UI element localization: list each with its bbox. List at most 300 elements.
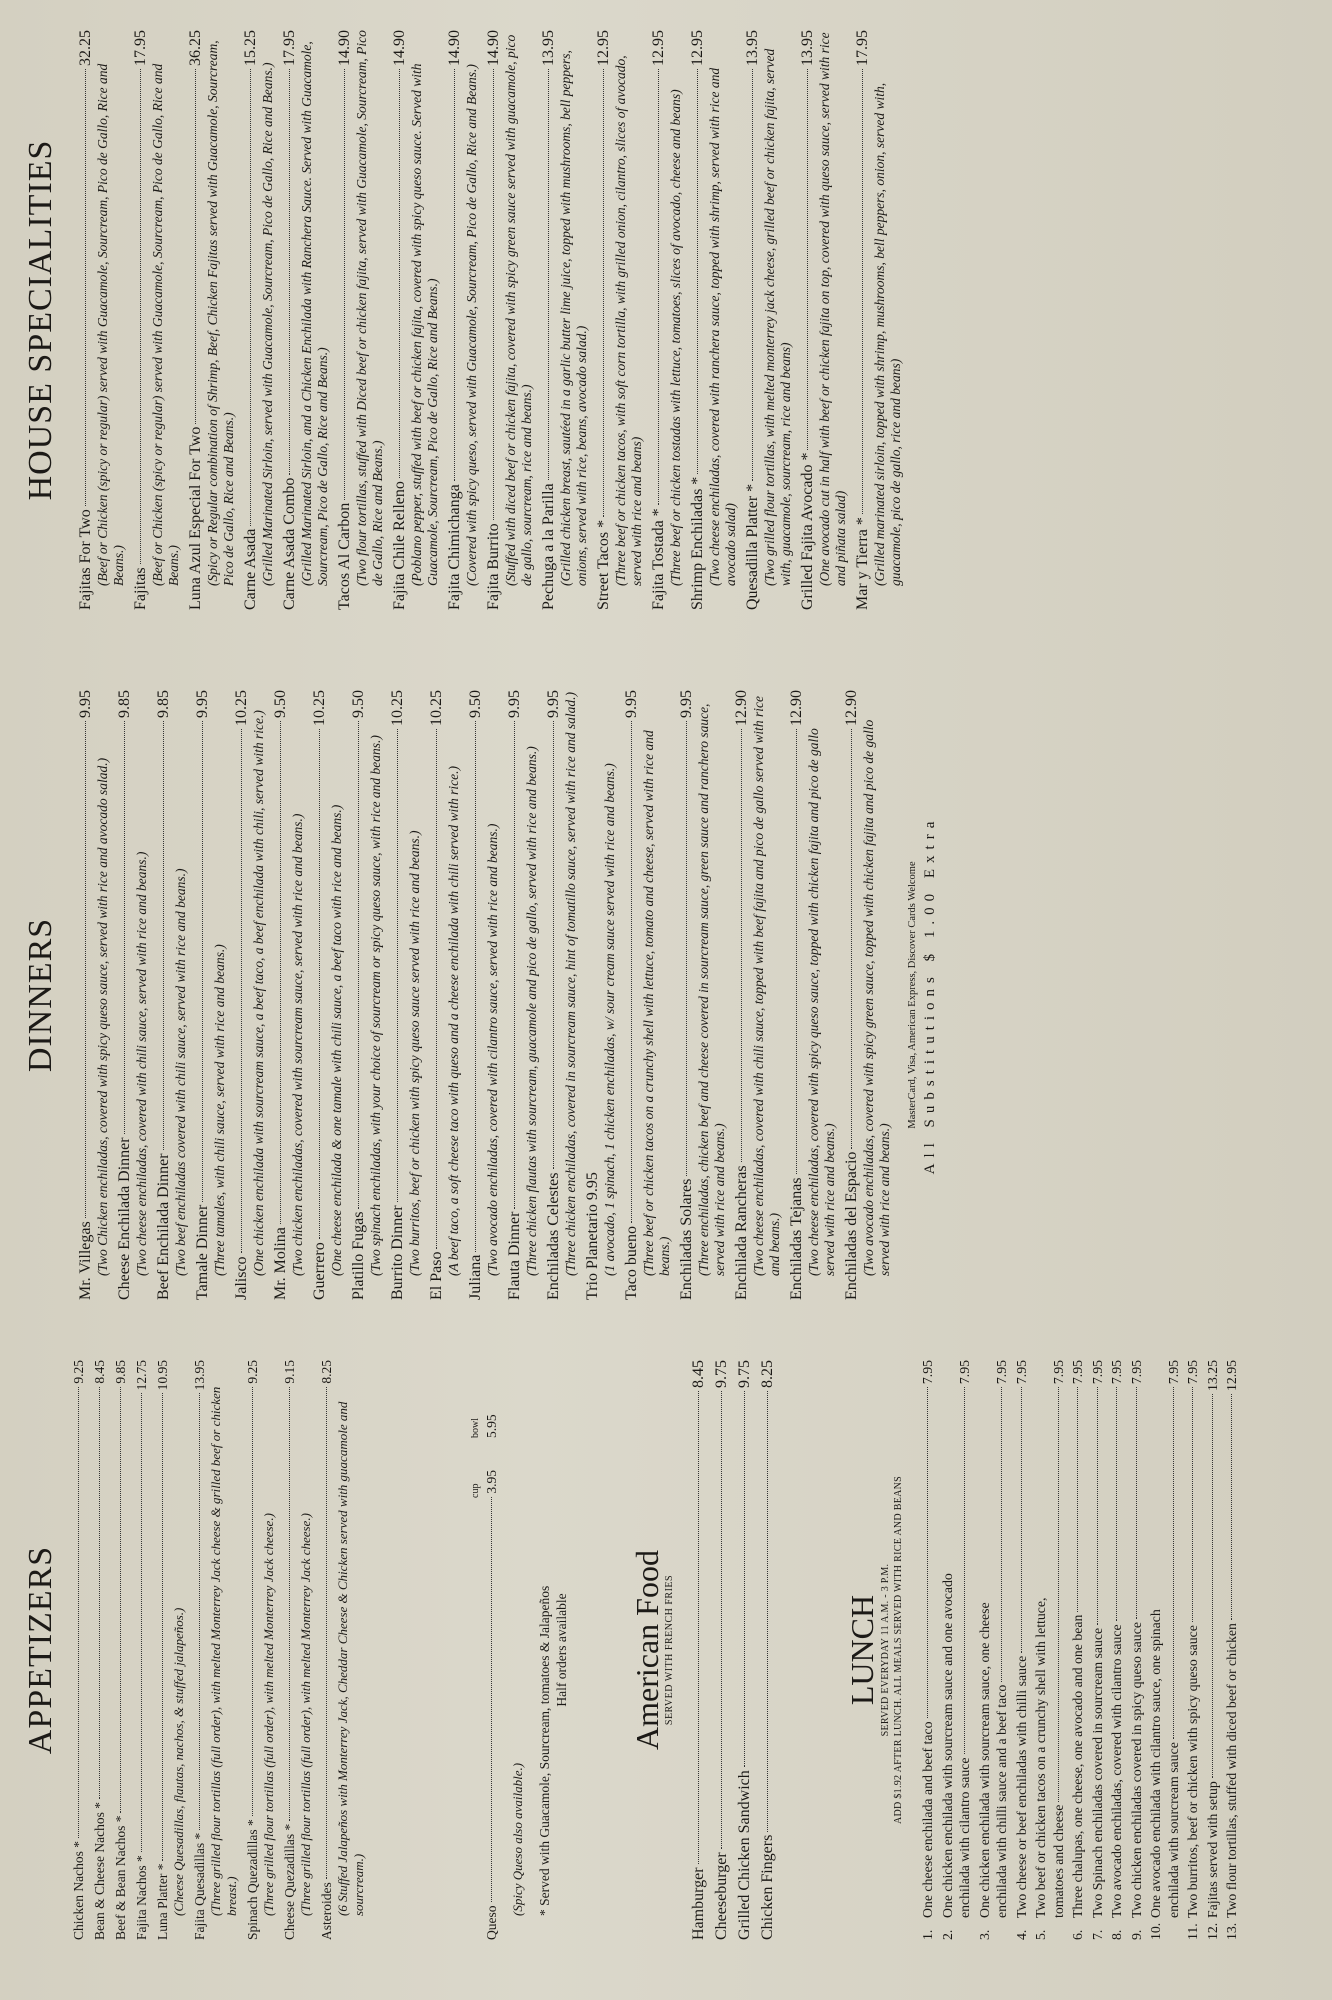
- menu-item-price: 9.25: [71, 1360, 86, 1384]
- menu-item-row: [154, 690, 173, 1300]
- menu-item-name: Bean & Cheese Nachos *: [92, 1802, 107, 1940]
- lunch-item-row: [1165, 1360, 1183, 1940]
- menu-item-name: Quesadilla Platter *: [744, 483, 761, 610]
- dot-leader: [491, 1497, 492, 1903]
- menu-item: [310, 690, 345, 1300]
- menu-item-row: [310, 690, 329, 1300]
- lunch-item-text: enchilada with cilantro sauce: [957, 1757, 972, 1918]
- menu-item-description: (Two burritos, beef or chicken with spicy queso sauce served with rice and beans.): [407, 830, 422, 1276]
- menu-item-name: El Paso: [428, 1251, 445, 1300]
- menu-item-name: Platillo Fugas: [350, 1211, 367, 1300]
- menu-item: [445, 30, 480, 610]
- dot-leader: [807, 69, 808, 450]
- menu-item: [798, 30, 849, 610]
- dot-leader: [964, 1387, 965, 1754]
- lunch-item: [1223, 1360, 1241, 1940]
- menu-item: [583, 690, 618, 1300]
- menu-item-name: Enchiladas del Espacio: [843, 1151, 860, 1300]
- menu-item: [131, 30, 182, 610]
- menu-item-price: 17.95: [132, 30, 149, 66]
- menu-item-name: Fajitas: [132, 567, 149, 610]
- menu-item-name: Fajita Burrito: [485, 523, 502, 610]
- american-food-list: [689, 1360, 777, 1940]
- dot-leader: [99, 1387, 100, 1799]
- lunch-item-text: Fajitas served with setup: [1204, 1781, 1220, 1918]
- menu-item-description: (Three grilled flour tortillas (full order), with melted Monterrey Jack cheese & grilled beef or chicken breast.): [208, 1386, 239, 1916]
- menu-item-row: [154, 1360, 171, 1940]
- menu-item: [133, 1360, 150, 1940]
- dot-leader: [162, 1393, 163, 1860]
- queso-bowl-price: 5.95: [484, 1414, 499, 1438]
- menu-item-description: (Three enchiladas, chicken beef and cheese covered in sourcream sauce, green sauce and ranchero sauce, served with rice and beans.): [696, 703, 727, 1276]
- menu-item-name: Cheese Enchilada Dinner: [116, 1137, 133, 1300]
- menu-item: [842, 690, 893, 1300]
- menu-item-row: [594, 30, 613, 610]
- queso-name: Queso: [484, 1905, 499, 1940]
- menu-item-price: 9.75: [713, 1360, 730, 1388]
- menu-item-price: 13.95: [192, 1360, 207, 1391]
- lunch-item: [1204, 1360, 1222, 1940]
- appetizers-title: APPETIZERS: [22, 1545, 59, 1755]
- dot-leader: [1116, 1387, 1117, 1621]
- menu-item-price: 9.85: [155, 690, 172, 718]
- dot-leader: [514, 721, 515, 1209]
- lunch-item-price: 7.95: [1109, 1360, 1124, 1385]
- lunch-item: [1089, 1360, 1107, 1940]
- dot-leader: [752, 69, 753, 481]
- dot-leader: [399, 69, 400, 478]
- menu-item-row: [318, 1360, 335, 1940]
- lunch-item-row: [1089, 1360, 1107, 1940]
- lunch-item-row: [1147, 1360, 1165, 1940]
- dot-leader: [454, 69, 455, 481]
- menu-item-row: [271, 690, 290, 1300]
- menu-item: [688, 30, 739, 610]
- menu-item-name: Tamale Dinner: [194, 1204, 211, 1300]
- dot-leader: [475, 721, 476, 1252]
- lunch-item-number: 5.: [1033, 1929, 1048, 1940]
- lunch-item-text: tomatoes and cheese: [1050, 1804, 1066, 1918]
- menu-item-name: Asteroides: [319, 1882, 334, 1940]
- menu-item-description: (1 avocado, 1 spinach, 1 chicken enchiladas, w/ sour cream sauce served with rice and beans.): [602, 763, 617, 1276]
- dot-leader: [289, 1387, 290, 1821]
- menu-item: [70, 1360, 87, 1940]
- menu-item: [544, 690, 579, 1300]
- menu-item-price: 8.45: [92, 1360, 107, 1384]
- menu-item: [735, 1360, 754, 1940]
- menu-item-description: (Two beef enchiladas covered with chili sauce, served with rice and beans.): [173, 868, 188, 1276]
- menu-item-price: 17.95: [281, 30, 298, 66]
- menu-item-price: 14.90: [336, 30, 353, 66]
- menu-item-row: [76, 690, 95, 1300]
- menu-item-name: Fajitas For Two: [77, 509, 94, 610]
- dot-leader: [851, 729, 852, 1149]
- lunch-item-number: 9.: [1128, 1929, 1144, 1940]
- lunch-item-price: 7.95: [920, 1360, 935, 1385]
- lunch-item: [1128, 1360, 1146, 1940]
- lunch-item-row: [1128, 1360, 1146, 1940]
- menu-item-price: 8.25: [319, 1360, 334, 1384]
- lunch-item: [976, 1360, 1011, 1940]
- dot-leader: [493, 69, 494, 520]
- menu-item-description: (Two cheese enchiladas, covered with ranchera sauce, topped with shrimp, served with rice and avocado salad): [707, 67, 738, 586]
- menu-item-price: 12.90: [843, 690, 860, 726]
- menu-item-name: Taco bueno: [623, 1226, 640, 1300]
- menu-item-price: 9.95: [77, 690, 94, 718]
- menu-item-name: Spinach Quezadillas *: [245, 1819, 260, 1940]
- menu-item-name: Pechuga a la Parilla: [540, 483, 557, 610]
- menu-item-price: 9.25: [245, 1360, 260, 1384]
- menu-item: [280, 30, 331, 610]
- menu-item-row: [232, 690, 251, 1300]
- lunch-note: ADD $1.92 AFTER LUNCH. ALL MEALS SERVED WITH RICE AND BEANS: [893, 1475, 904, 1825]
- menu-item-price: 32.25: [77, 30, 94, 66]
- menu-item-price: 36.25: [187, 30, 204, 66]
- menu-item-name: Carne Asada Combo: [281, 477, 298, 610]
- lunch-item-row: [1069, 1360, 1087, 1940]
- lunch-item: [1013, 1360, 1031, 1940]
- menu-item-name: Cheese Quezadillas *: [282, 1823, 297, 1940]
- dot-leader: [744, 1391, 745, 1767]
- menu-item: [484, 30, 535, 610]
- menu-item: [112, 1360, 129, 1940]
- menu-item-name: Flauta Dinner: [506, 1211, 523, 1300]
- menu-item-row: [484, 30, 503, 610]
- menu-item-row: [91, 1360, 108, 1940]
- dot-leader: [796, 729, 797, 1174]
- queso-row: [484, 1470, 500, 1940]
- menu-item-price: 13.95: [540, 30, 557, 66]
- lunch-item: [1184, 1360, 1202, 1940]
- lunch-item-price: 12.95: [1224, 1360, 1239, 1392]
- lunch-item-number: 7.: [1089, 1929, 1105, 1940]
- menu-item-price: 10.25: [428, 690, 445, 726]
- menu-item-description: (Two avocado enchiladas, covered with spicy green sauce, topped with chicken fajita and pico de gallo served with rice and beans.): [861, 719, 892, 1276]
- menu-item: [388, 690, 423, 1300]
- lunch-item-row: [939, 1360, 957, 1940]
- queso-cup-price: 3.95: [484, 1470, 499, 1494]
- menu-item-description: (Grilled chicken breast, sautéed in a garlic butter lime juice, topped with mushrooms, bell peppers, onions, served with rice, beans, avocado salad.): [558, 50, 589, 586]
- menu-item-price: 10.25: [389, 690, 406, 726]
- lunch-item-row: [1032, 1360, 1050, 1940]
- menu-item: [232, 690, 267, 1300]
- lunch-item-price: 7.95: [1089, 1360, 1105, 1385]
- dot-leader: [553, 721, 554, 1169]
- dot-leader: [1001, 1387, 1002, 1682]
- menu-item-name: Grilled Fajita Avocado *: [799, 452, 816, 610]
- menu-item-name: Grilled Chicken Sandwich: [736, 1770, 753, 1940]
- menu-item-name: Enchiladas Solares: [678, 1178, 695, 1300]
- menu-item-description: (Two cheese enchiladas, covered with chili sauce, topped with beef fajita and pico de gallo served with rice and beans.): [751, 696, 782, 1276]
- menu-item: [466, 690, 501, 1300]
- menu-item: [115, 690, 150, 1300]
- menu-item-row: [115, 690, 134, 1300]
- menu-item-name: Luna Platter *: [155, 1863, 170, 1940]
- lunch-item-text: Two Spinach enchiladas covered in sourcream sauce: [1089, 1627, 1105, 1918]
- menu-item-price: 10.25: [233, 690, 250, 726]
- menu-item-row: [853, 30, 872, 610]
- dinners-title: DINNERS: [22, 917, 59, 1073]
- menu-item: [649, 30, 684, 610]
- menu-item-row: [787, 690, 806, 1300]
- lunch-item-price: 7.95: [1013, 1360, 1029, 1385]
- dot-leader: [1192, 1387, 1193, 1622]
- dot-leader: [1058, 1387, 1059, 1801]
- lunch-item-number: 12.: [1204, 1922, 1220, 1940]
- menu-item-row: [758, 1360, 777, 1940]
- lunch-item-number: 3.: [976, 1929, 992, 1940]
- menu-item-row: [335, 30, 354, 610]
- menu-item-name: Tacos Al Carbon: [336, 502, 353, 610]
- menu-item-description: (One chicken enchilada with sourcream sauce, a beef taco, a beef enchilada with chili, served with rice.): [251, 710, 266, 1276]
- bowl-label: bowl: [470, 1418, 481, 1438]
- american-food-title: American Food: [629, 1550, 665, 1750]
- menu-item: [732, 690, 783, 1300]
- menu-item-name: Mr. Villegas: [77, 1221, 94, 1300]
- lunch-item-number: 13.: [1224, 1922, 1239, 1940]
- lunch-item-row: [919, 1360, 937, 1940]
- dot-leader: [397, 729, 398, 1202]
- lunch-item-number: 4.: [1013, 1929, 1029, 1940]
- lunch-item-number: 11.: [1185, 1923, 1200, 1940]
- menu-item-row: [388, 690, 407, 1300]
- menu-item-description: (Grilled Marinated Sirloin, and a Chicken Enchilada with Ranchera Sauce. Served with Guacamole, Sourcream, Pico de Gallo, Rice and Beans.): [299, 41, 330, 586]
- menu-item-price: 12.75: [134, 1360, 149, 1391]
- menu-item-description: (Three chicken enchiladas, covered in sourcream sauce, hint of tomatillo sauce, served with rice and salad.): [563, 692, 578, 1276]
- lunch-item: [1108, 1360, 1126, 1940]
- lunch-item-price: 7.95: [1050, 1360, 1066, 1385]
- menu-item: [191, 1360, 240, 1940]
- lunch-item-number: 10.: [1148, 1922, 1163, 1940]
- menu-item-price: 9.50: [272, 690, 289, 718]
- dot-leader: [241, 729, 242, 1253]
- menu-item-name: Enchiladas Celestes: [545, 1172, 562, 1300]
- dot-leader: [252, 1387, 253, 1817]
- menu-item-description: (Two Chicken enchiladas, covered with spicy queso sauce, served with rice and avocado salad.): [95, 757, 110, 1276]
- lunch-item-number: 1.: [920, 1929, 935, 1940]
- dot-leader: [78, 1387, 79, 1838]
- queso-desc: (Spicy Queso also available.): [510, 1762, 525, 1916]
- dot-leader: [319, 729, 320, 1239]
- menu-item-description: (Three chicken flautas with sourcream, guacamole and pico de gallo, served with rice and beans.): [524, 746, 539, 1276]
- lunch-item-price: 7.95: [957, 1360, 972, 1385]
- house-specialities-list: [76, 30, 908, 610]
- lunch-item-row: [1050, 1360, 1068, 1940]
- american-food-section: [630, 1360, 781, 1940]
- menu-item: [186, 30, 237, 610]
- menu-item-name: Mr. Molina: [272, 1227, 289, 1300]
- menu-item-row: [349, 690, 368, 1300]
- dot-leader: [658, 69, 659, 505]
- menu-item: [758, 1360, 777, 1940]
- menu-item-price: 12.90: [788, 690, 805, 726]
- dot-leader: [140, 69, 141, 564]
- menu-item-row: [280, 30, 299, 610]
- dot-leader: [603, 69, 604, 517]
- menu-item-description: (Three beef or chicken tacos, with soft corn tortilla, with grilled onion, cilantro, slices of avocado, served with rice and beans): [613, 55, 644, 586]
- menu-item: [91, 1360, 108, 1940]
- dot-leader: [199, 1393, 200, 1829]
- menu-item-name: Chicken Nachos *: [71, 1841, 86, 1940]
- menu-item-row: [133, 1360, 150, 1940]
- menu-item-name: Fajita Tostada *: [650, 508, 667, 610]
- menu-item-price: 13.95: [799, 30, 816, 66]
- menu-item-row: [544, 690, 563, 1300]
- cup-label: cup: [470, 1483, 481, 1498]
- menu-item-price: 9.15: [282, 1360, 297, 1384]
- menu-item-row: [244, 1360, 261, 1940]
- lunch-item-number: 2.: [939, 1929, 955, 1940]
- menu-item-price: 14.90: [446, 30, 463, 66]
- menu-item-description: (Three beef or chicken tostadas with lettuce, tomatoes, slices of avocado, cheese and beans): [668, 89, 683, 586]
- dot-leader: [358, 721, 359, 1209]
- menu-item: [594, 30, 645, 610]
- dot-leader: [697, 69, 698, 474]
- menu-item-description: (Three grilled flour tortillas (full order), with melted Monterrey Jack cheese.): [298, 1513, 313, 1916]
- lunch-item-text: Two flour tortillas, stuffed with diced beef or chicken: [1224, 1623, 1239, 1918]
- lunch-item: [939, 1360, 974, 1940]
- menu-item: [743, 30, 794, 610]
- menu-item-price: 12.95: [650, 30, 667, 66]
- menu-item-price: 14.90: [391, 30, 408, 66]
- menu-item-row: [743, 30, 762, 610]
- menu-item: [712, 1360, 731, 1940]
- american-food-subtitle: SERVED WITH FRENCH FRIES: [664, 1574, 675, 1726]
- menu-item: [787, 690, 838, 1300]
- menu-item: [154, 1360, 187, 1940]
- lunch-item-row: [956, 1360, 974, 1940]
- menu-item: [427, 690, 462, 1300]
- menu-item-description: (Two chicken enchiladas, covered with sourcream sauce, served with rice and beans.): [290, 813, 305, 1276]
- lunch-item-row: [976, 1360, 994, 1940]
- lunch-hours: SERVED EVERYDAY 11 A.M. - 3 P.M.: [880, 1563, 891, 1737]
- dot-leader: [289, 69, 290, 475]
- queso-section: [470, 1360, 570, 1940]
- lunch-item-price: 7.95: [1185, 1360, 1200, 1385]
- lunch-list: [919, 1360, 1241, 1940]
- menu-item-description: (Grilled Marinated Sirloin, served with Guacamole, Sourcream, Pico de Gallo, Rice and Beans.): [260, 62, 275, 586]
- menu-item-price: 9.95: [678, 690, 695, 718]
- dot-leader: [436, 729, 437, 1249]
- menu-item-price: 17.95: [854, 30, 871, 66]
- dot-leader: [163, 721, 164, 1150]
- lunch-item: [1147, 1360, 1182, 1940]
- menu-item: [76, 690, 111, 1300]
- dot-leader: [85, 69, 86, 506]
- dot-leader: [1021, 1387, 1022, 1653]
- menu-item-name: Cheeseburger: [713, 1852, 730, 1940]
- lunch-item: [1069, 1360, 1087, 1940]
- menu-item-description: (Stuffed with diced beef or chicken fajita, covered with spicy green sauce served with guacamole, pico de gallo, sourcream, rice and beans.): [503, 34, 534, 586]
- menu-item-name: Luna Azul Especial For Two: [187, 426, 204, 610]
- lunch-item-text: enchilada with chilli sauce and a beef taco: [994, 1684, 1009, 1918]
- menu-item-price: 8.25: [759, 1360, 776, 1388]
- menu-item-price: 9.50: [350, 690, 367, 718]
- menu-item: [539, 30, 590, 610]
- lunch-item-text: Two burritos, beef or chicken with spicy queso sauce: [1185, 1625, 1200, 1918]
- dot-leader: [344, 69, 345, 500]
- menu-item-description: (One cheese enchilada & one tamale with chili sauce, a beef taco with rice and beans.): [329, 804, 344, 1276]
- menu-item-name: Juliana: [467, 1254, 484, 1300]
- menu-item-row: [131, 30, 150, 610]
- dot-leader: [862, 69, 863, 514]
- dot-leader: [1212, 1394, 1213, 1778]
- lunch-item-row: [1184, 1360, 1202, 1940]
- menu-item-description: (Beef or Chicken (spicy or regular) served with Guacamole, Sourcream, Pico de Gallo, Rice and Beans.): [95, 63, 126, 586]
- menu-item-name: Trio Planetario 9.95: [584, 1172, 601, 1300]
- menu-item-row: [732, 690, 751, 1300]
- dot-leader: [686, 721, 687, 1176]
- menu-item-name: Guerrero: [311, 1242, 328, 1300]
- menu-item-description: (Three tamales, with chili sauce, served with rice and beans.): [212, 944, 227, 1276]
- menu-item-description: (Two avocado enchiladas, covered with cilantro sauce, served with rice and beans.): [485, 823, 500, 1276]
- menu-item-row: [241, 30, 260, 610]
- menu-item-description: (Two cheese enchiladas, covered with spicy queso sauce, topped with chicken fajita and pico de gallo served with rice and beans.): [806, 728, 837, 1276]
- dot-leader: [124, 721, 125, 1134]
- menu-item-price: 9.50: [467, 690, 484, 718]
- lunch-item-row: [1013, 1360, 1031, 1940]
- menu-item-description: (6 Stuffed Jalapeños with Monterrey Jack, Cheddar Cheese & Chicken served with guacamole and sourcream.): [335, 1401, 366, 1916]
- lunch-item-row: [1108, 1360, 1126, 1940]
- menu-item-price: 13.95: [744, 30, 761, 66]
- lunch-item-price: 7.95: [1070, 1360, 1085, 1385]
- menu-item-row: [583, 690, 602, 1300]
- menu-item-price: 9.95: [623, 690, 640, 718]
- menu-item: [318, 1360, 367, 1940]
- menu-item-name: Hamburger: [690, 1867, 707, 1940]
- menu-item-name: Enchiladas Tejanas: [788, 1177, 805, 1300]
- menu-item-row: [466, 690, 485, 1300]
- dot-leader: [741, 729, 742, 1162]
- dot-leader: [120, 1387, 121, 1813]
- menu-item-row: [186, 30, 205, 610]
- dot-leader: [698, 1391, 699, 1864]
- half-orders-note: Half orders available: [554, 1593, 569, 1707]
- dot-leader: [1173, 1387, 1174, 1739]
- served-with-note: * Served with Guacamole, Sourcream, tomatoes & Jalapeños: [537, 1585, 552, 1916]
- menu-item-row: [622, 690, 641, 1300]
- middle-column: [0, 690, 1332, 1300]
- menu-item-description: (One avocado cut in half with beef or chicken fajita on top, covered with queso sauce, served with rice and piñata salad): [817, 32, 848, 586]
- menu-item: [281, 1360, 314, 1940]
- dot-leader: [1097, 1387, 1098, 1625]
- dot-leader: [280, 721, 281, 1224]
- lunch-item-row: [993, 1360, 1011, 1940]
- menu-item-name: Fajita Chile Relleno: [391, 481, 408, 610]
- menu-item: [193, 690, 228, 1300]
- dot-leader: [1136, 1387, 1137, 1619]
- menu-item-description: (Grilled marinated sirloin, topped with shrimp, mushrooms, bell peppers, onion, served with, guacamole, pico de gallo, rice and beans): [872, 82, 903, 586]
- house-specialities-title: HOUSE SPECIALITIES: [22, 139, 59, 501]
- menu-item: [244, 1360, 277, 1940]
- menu-item-name: Fajita Nachos *: [134, 1855, 149, 1940]
- dinners-list: [76, 690, 939, 1300]
- menu-item-price: 12.95: [689, 30, 706, 66]
- dot-leader: [631, 721, 632, 1223]
- menu-item: [853, 30, 904, 610]
- dot-leader: [1231, 1394, 1232, 1620]
- menu-item-row: [735, 1360, 754, 1940]
- dot-leader: [85, 721, 86, 1218]
- menu-item: [390, 30, 441, 610]
- lunch-item-price: 7.95: [1165, 1360, 1181, 1385]
- menu-item-price: 9.85: [113, 1360, 128, 1384]
- queso-item: [470, 1360, 510, 1940]
- dot-leader: [202, 721, 203, 1202]
- dot-leader: [326, 1387, 327, 1880]
- menu-item-name: Enchilada Rancheras: [733, 1165, 750, 1300]
- menu-item-price: 14.90: [485, 30, 502, 66]
